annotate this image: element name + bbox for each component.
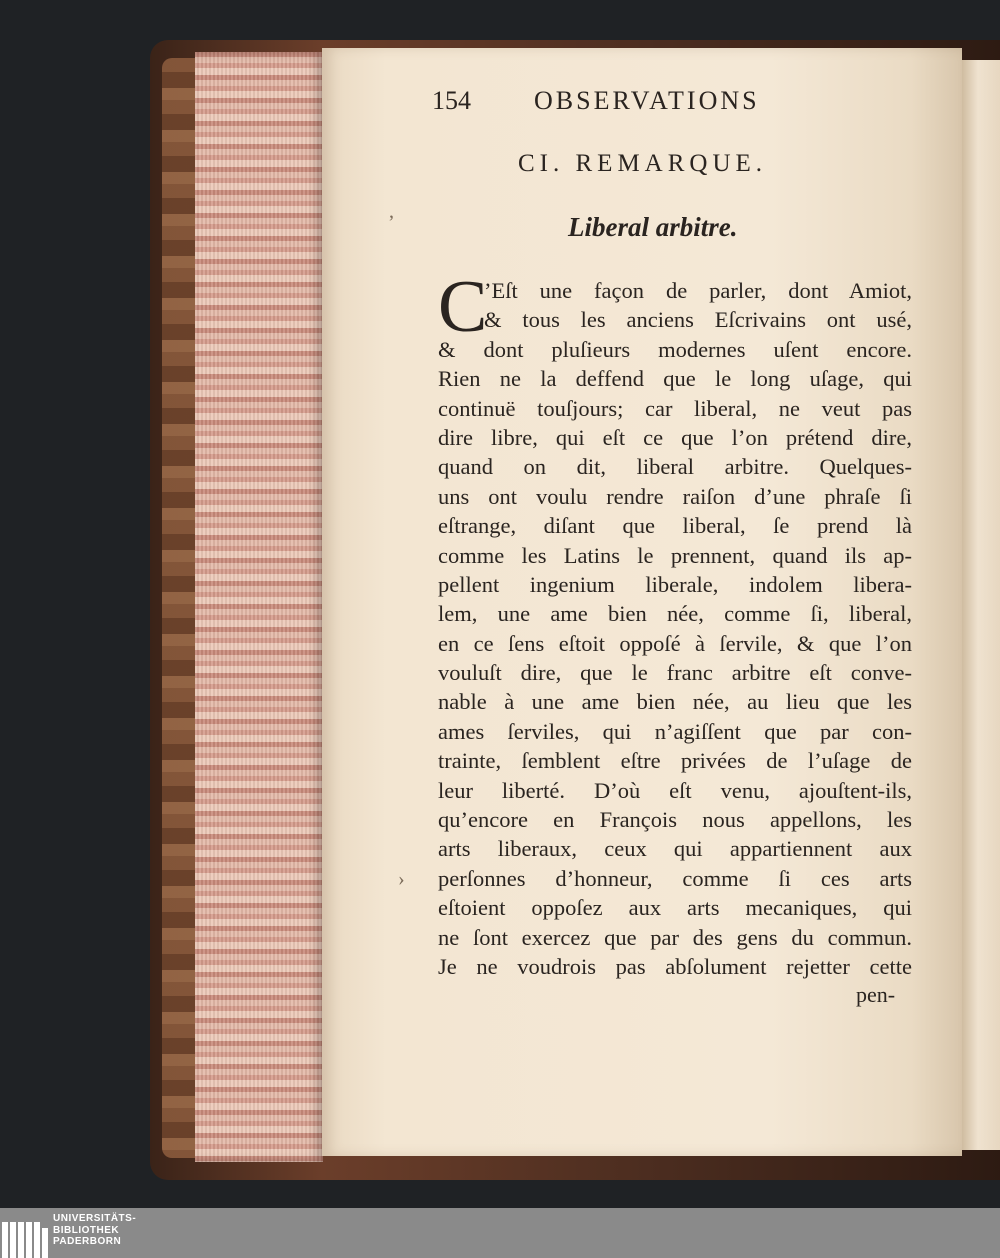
library-footer: [0, 1208, 1000, 1258]
catchword: pen-: [856, 982, 896, 1007]
library-name: UNIVERSITÄTS- BIBLIOTHEK PADERBORN: [53, 1213, 137, 1247]
margin-mark: ›: [398, 868, 405, 890]
text-line: eſtoient oppoſez aux arts mecaniques, qui: [438, 895, 912, 921]
text-line: dire libre, qui eſt ce que l’on prétend dire,: [438, 424, 912, 450]
text-line: ames ſerviles, qui n’agiſſent que par con-: [438, 718, 912, 744]
drop-cap: C: [438, 266, 488, 348]
facing-page-edge: [962, 60, 1000, 1150]
text-line: trainte, ſemblent eſtre privées de l’uſage de: [438, 748, 912, 774]
text-line: pellent ingenium liberale, indolem libera-: [438, 571, 912, 597]
text-line: Je ne voudrois pas abſolument rejetter cette: [438, 953, 912, 979]
text-line: lem, une ame bien née, comme ſi, liberal,: [438, 601, 912, 627]
page-header: [432, 86, 832, 120]
text-line: & dont pluſieurs modernes uſent encore.: [438, 336, 912, 362]
text-line: uns ont voulu rendre raiſon d’une phraſe ſi: [438, 483, 912, 509]
page-number: 154: [432, 86, 471, 115]
text-line: eſtrange, diſant que liberal, ſe prend là: [438, 513, 912, 539]
text-line: ne ſont exercez que par des gens du commun.: [438, 924, 912, 950]
remark-heading: CI. REMARQUE.: [518, 150, 768, 177]
text-line: Rien ne la deffend que le long uſage, qui: [438, 366, 912, 392]
text-line: & tous les anciens Eſcrivains ont usé,: [484, 307, 912, 333]
body-text: [438, 276, 912, 981]
running-title: OBSERVATIONS: [534, 86, 760, 115]
text-line: continuë touſjours; car liberal, ne veut pas: [438, 395, 912, 421]
text-line: qu’encore en François nous appellons, les: [438, 807, 912, 833]
margin-mark: ʼ: [388, 212, 395, 234]
text-line: leur liberté. D’où eſt venu, ajouſtent-ils,: [438, 777, 912, 803]
library-logo-icon: [0, 1214, 48, 1258]
page-edges: [195, 52, 323, 1162]
text-line: perſonnes d’honneur, comme ſi ces arts: [438, 865, 912, 891]
text-line: nable à une ame bien née, au lieu que les: [438, 689, 912, 715]
text-line: arts liberaux, ceux qui appartiennent aux: [438, 836, 912, 862]
text-line: en ce ſens eſtoit oppoſé à ſervile, & que l’on: [438, 630, 912, 656]
text-line: vouluſt dire, que le franc arbitre eſt conve-: [438, 660, 912, 686]
remark-subtitle: Liberal arbitre.: [568, 212, 738, 242]
text-line: comme les Latins le prennent, quand ils ap-: [438, 542, 912, 568]
text-line: quand on dit, liberal arbitre. Quelques-: [438, 454, 912, 480]
text-line: ’Eſt une façon de parler, dont Amiot,: [484, 278, 912, 303]
